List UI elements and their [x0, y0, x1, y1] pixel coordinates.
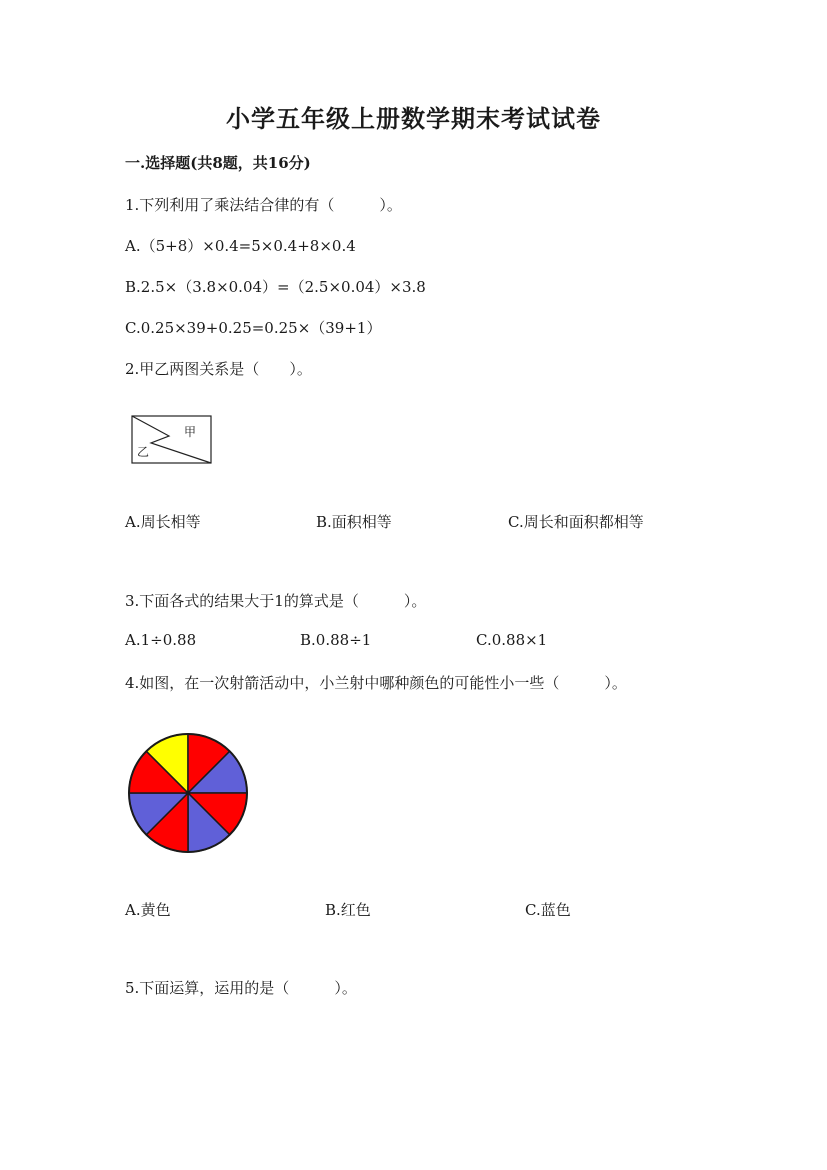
question-3-option-c: C.0.88×1 [476, 631, 548, 649]
figure-label-jia: 甲 [184, 425, 197, 439]
question-1-option-c: C.0.25×39+0.25=0.25×（39+1） [125, 319, 382, 337]
color-wheel-figure [126, 731, 250, 855]
question-4-option-c: C.蓝色 [525, 901, 571, 919]
question-1-stem: 1.下列利用了乘法结合律的有（ ）。 [125, 196, 402, 214]
question-2-option-a: A.周长相等 [125, 513, 201, 531]
question-4-option-a: A.黄色 [125, 901, 171, 919]
question-3-option-b: B.0.88÷1 [300, 631, 372, 649]
figure-label-yi: 乙 [137, 445, 150, 459]
question-1-option-a: A.（5+8）×0.4=5×0.4+8×0.4 [125, 237, 356, 255]
question-5-stem: 5.下面运算，运用的是（ ）。 [125, 979, 357, 997]
question-2-option-b: B.面积相等 [316, 513, 392, 531]
question-4-stem: 4.如图，在一次射箭活动中，小兰射中哪种颜色的可能性小一些（ ）。 [125, 674, 627, 692]
rectangle-split-figure [131, 415, 213, 465]
question-3-stem: 3.下面各式的结果大于1的算式是（ ）。 [125, 592, 427, 610]
question-1-option-b: B.2.5×（3.8×0.04）=（2.5×0.04）×3.8 [125, 278, 426, 296]
question-4-option-b: B.红色 [325, 901, 371, 919]
section-heading: 一.选择题(共8题，共16分) [125, 154, 311, 172]
page-title: 小学五年级上册数学期末考试试卷 [226, 104, 601, 133]
question-2-option-c: C.周长和面积都相等 [508, 513, 644, 531]
question-3-option-a: A.1÷0.88 [125, 631, 197, 649]
question-2-stem: 2.甲乙两图关系是（ ）。 [125, 360, 312, 378]
